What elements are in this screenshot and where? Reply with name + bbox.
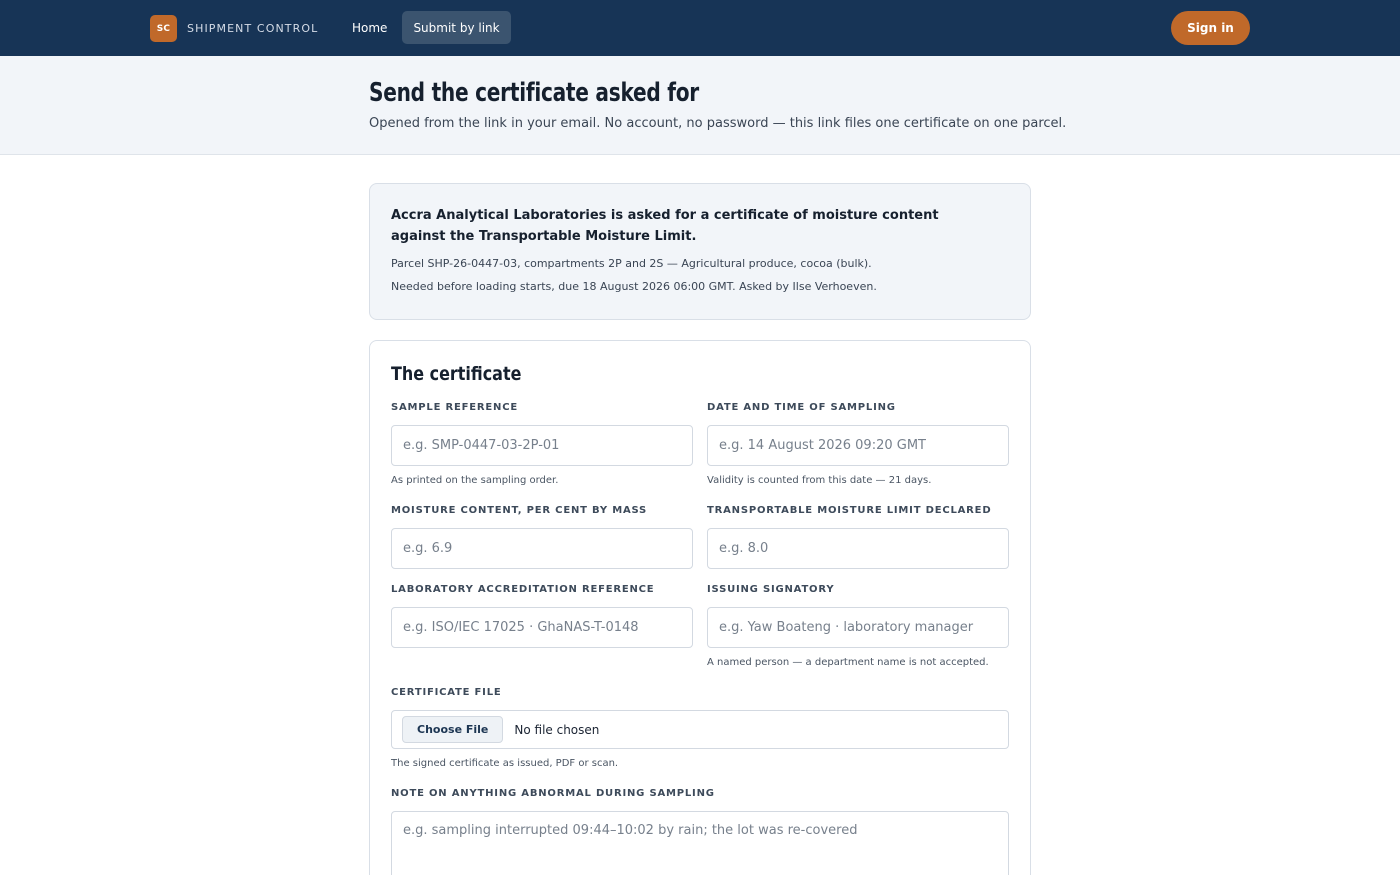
page-title: Send the certificate asked for [369, 78, 699, 108]
sample-reference-label: SAMPLE REFERENCE [391, 402, 518, 413]
nav-submit-by-link[interactable]: Submit by link [402, 11, 510, 44]
request-headline: Accra Analytical Laboratories is asked for a certificate of moisture content against the Transportable Moisture Limit. [391, 208, 939, 244]
file-status: No file chosen [514, 722, 600, 737]
brand[interactable] [150, 15, 318, 42]
abnormal-note-textarea[interactable]: e.g. sampling interrupted 09:44–10:02 by rain; the lot was re-covered [391, 811, 1009, 875]
abnormal-note-field [391, 788, 1009, 875]
certificate-form [369, 340, 1031, 875]
abnormal-note-label: NOTE ON ANYTHING ABNORMAL DURING SAMPLING [391, 788, 715, 799]
brand-logo: SC [150, 15, 177, 42]
moisture-content-input[interactable]: e.g. 6.9 [391, 528, 693, 569]
tml-declared-field [707, 505, 1009, 569]
request-summary-card [369, 183, 1031, 320]
sample-reference-hint: As printed on the sampling order. [391, 475, 559, 486]
signatory-input[interactable]: e.g. Yaw Boateng · laboratory manager [707, 607, 1009, 648]
nav-home[interactable]: Home [352, 20, 388, 35]
sample-reference-input[interactable]: e.g. SMP-0447-03-2P-01 [391, 425, 693, 466]
form-title: The certificate [391, 363, 522, 385]
certificate-file-field [391, 687, 1009, 769]
certificate-file-hint: The signed certificate as issued, PDF or scan. [391, 758, 619, 769]
signatory-field [707, 584, 1009, 668]
signatory-hint: A named person — a department name is not accepted. [707, 657, 989, 668]
moisture-content-label: MOISTURE CONTENT, PER CENT BY MASS [391, 505, 648, 516]
accreditation-ref-label: LABORATORY ACCREDITATION REFERENCE [391, 584, 655, 595]
sampling-datetime-label: DATE AND TIME OF SAMPLING [707, 402, 896, 413]
signatory-label: ISSUING SIGNATORY [707, 584, 835, 595]
choose-file-button[interactable]: Choose File [402, 716, 503, 743]
certificate-file-input[interactable] [391, 710, 1009, 749]
sampling-datetime-hint: Validity is counted from this date — 21 days. [707, 475, 932, 486]
main-nav [341, 11, 515, 44]
certificate-file-label: CERTIFICATE FILE [391, 687, 502, 698]
tml-declared-label: TRANSPORTABLE MOISTURE LIMIT DECLARED [707, 505, 992, 516]
request-due: Needed before loading starts, due 18 August 2026 06:00 GMT. Asked by Ilse Verhoeven. [391, 280, 877, 293]
top-navigation-bar [0, 0, 1400, 56]
accreditation-ref-field [391, 584, 693, 648]
sign-in-button[interactable]: Sign in [1171, 11, 1250, 45]
tml-declared-input[interactable]: e.g. 8.0 [707, 528, 1009, 569]
page-header [0, 56, 1400, 155]
request-parcel: Parcel SHP-26-0447-03, compartments 2P and 2S — Agricultural produce, cocoa (bulk). [391, 257, 872, 270]
brand-name: SHIPMENT CONTROL [187, 22, 319, 35]
sample-reference-field [391, 402, 693, 486]
accreditation-ref-input[interactable]: e.g. ISO/IEC 17025 · GhaNAS-T-0148 [391, 607, 693, 648]
sampling-datetime-field [707, 402, 1009, 486]
page-subtitle: Opened from the link in your email. No account, no password — this link files one certificate on one parcel. [369, 116, 1067, 131]
moisture-content-field [391, 505, 693, 569]
sampling-datetime-input[interactable]: e.g. 14 August 2026 09:20 GMT [707, 425, 1009, 466]
